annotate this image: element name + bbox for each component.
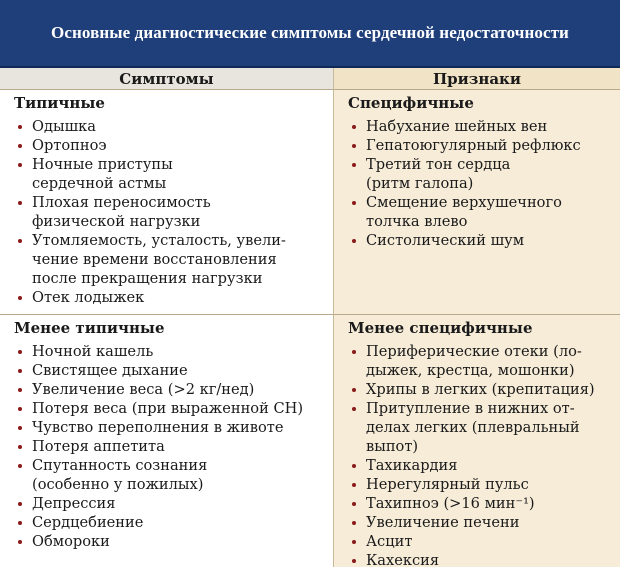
list-item: Одышка: [14, 117, 333, 136]
list-item: Депрессия: [14, 494, 333, 513]
list-item: Отек лодыжек: [14, 288, 333, 307]
list-item: Третий тон сердца (ритм галопа): [348, 155, 620, 193]
list-item: Гепатоюгулярный рефлюкс: [348, 136, 620, 155]
list-item: Свистящее дыхание: [14, 361, 333, 380]
sign-list: [348, 342, 620, 567]
column-header-symptoms: Симптомы: [0, 68, 334, 90]
section-typical-symptoms: [0, 90, 334, 314]
list-item: Потеря аппетита: [14, 437, 333, 456]
list-item: Обмороки: [14, 532, 333, 551]
list-item: Увеличение веса (>2 кг/нед): [14, 380, 333, 399]
list-item: Периферические отеки (ло- дыжек, крестца, мошонки): [348, 342, 620, 380]
list-item: Кахексия: [348, 551, 620, 567]
section-specific-signs: [334, 90, 620, 314]
list-item: Нерегулярный пульс: [348, 475, 620, 494]
list-item: Сердцебиение: [14, 513, 333, 532]
list-item: Ортопноэ: [14, 136, 333, 155]
list-item: Систолический шум: [348, 231, 620, 250]
list-item: Чувство переполнения в животе: [14, 418, 333, 437]
page-title: Основные диагностические симптомы сердечной недостаточности: [51, 23, 569, 42]
list-item: Плохая переносимость физической нагрузки: [14, 193, 333, 231]
list-item: Спутанность сознания (особенно у пожилых): [14, 456, 333, 494]
list-item: Асцит: [348, 532, 620, 551]
symptom-list: [14, 342, 333, 551]
list-item: Смещение верхушечного толчка влево: [348, 193, 620, 231]
list-item: Набухание шейных вен: [348, 117, 620, 136]
sign-list: [348, 117, 620, 250]
section-title: Типичные: [14, 94, 105, 112]
list-item: Хрипы в легких (крепитация): [348, 380, 620, 399]
symptoms-signs-table: [0, 68, 620, 567]
list-item: Притупление в нижних от- делах легких (плевральный выпот): [348, 399, 620, 456]
symptom-list: [14, 117, 333, 307]
list-item: Ночные приступы сердечной астмы: [14, 155, 333, 193]
list-item: Потеря веса (при выраженной СН): [14, 399, 333, 418]
section-title: Менее типичные: [14, 319, 165, 337]
section-less-specific-signs: [334, 314, 620, 567]
section-title: Менее специфичные: [348, 319, 533, 337]
list-item: Тахипноэ (>16 мин⁻¹): [348, 494, 620, 513]
list-item: Увеличение печени: [348, 513, 620, 532]
title-banner: [0, 0, 620, 68]
list-item: Ночной кашель: [14, 342, 333, 361]
section-title: Специфичные: [348, 94, 474, 112]
list-item: Тахикардия: [348, 456, 620, 475]
section-less-typical-symptoms: [0, 314, 334, 567]
list-item: Утомляемость, усталость, увели- чение времени восстановления после прекращения нагрузки: [14, 231, 333, 288]
column-header-signs: Признаки: [334, 68, 620, 90]
